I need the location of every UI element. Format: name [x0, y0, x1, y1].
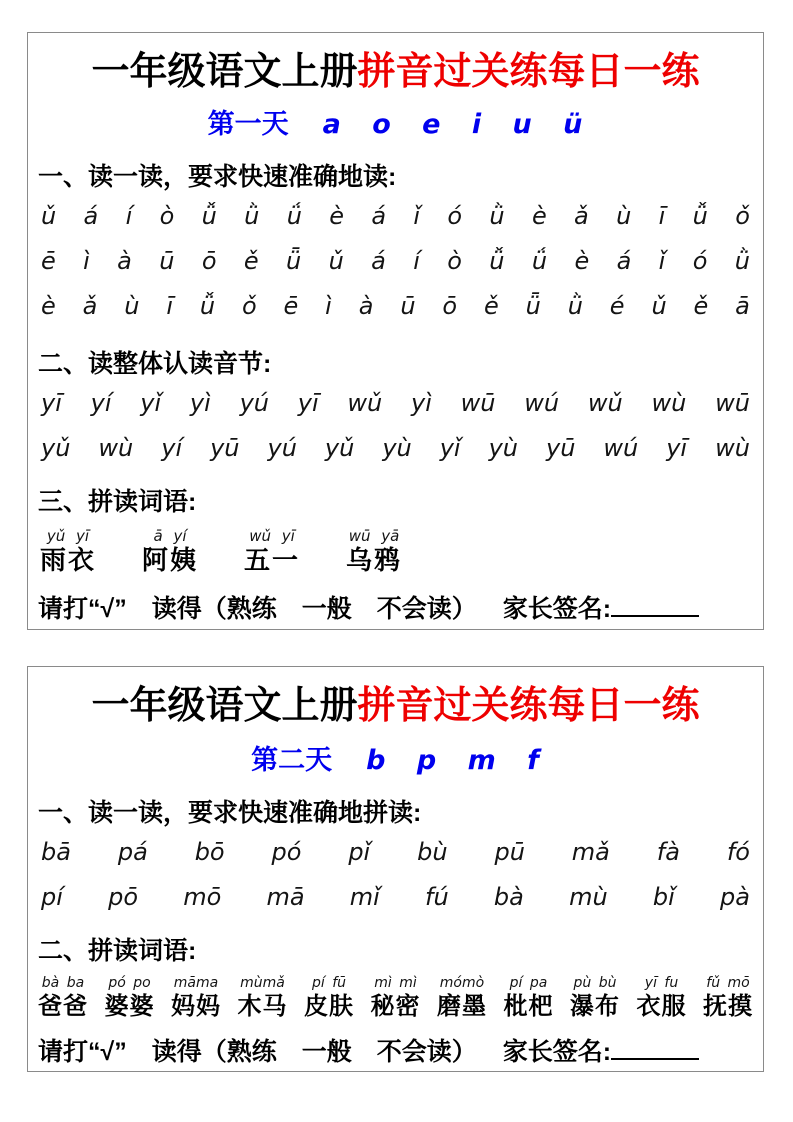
- pinyin-syllable: ǐ: [658, 247, 666, 275]
- pinyin-syllable: ě: [243, 247, 259, 275]
- word-hanzi: 枇杷: [503, 993, 554, 1020]
- pinyin-syllable: ó: [447, 202, 463, 230]
- word-pinyin: pó po: [108, 975, 151, 991]
- word-hanzi: 磨墨: [437, 993, 487, 1020]
- pinyin-row: [38, 284, 753, 329]
- pinyin-syllable: ě: [693, 292, 709, 320]
- pinyin-syllable: mā: [266, 883, 305, 911]
- pinyin-syllable: á: [83, 202, 99, 230]
- word-pinyin: mì mì: [374, 975, 417, 991]
- pinyin-syllable: è: [531, 202, 547, 230]
- pinyin-syllable: ǚ: [199, 292, 216, 320]
- word-pinyin: mómò: [439, 975, 485, 991]
- pinyin-syllable: mǐ: [349, 883, 380, 911]
- pinyin-syllable: bù: [417, 838, 448, 866]
- pinyin-syllable: yī: [666, 434, 688, 462]
- pinyin-syllable: ǚ: [201, 202, 217, 230]
- word-hanzi: 婆婆: [104, 993, 155, 1020]
- word-pinyin: wǔ yī: [249, 527, 295, 545]
- pinyin-syllable: ǒ: [241, 292, 257, 320]
- pinyin-syllable: ō: [201, 247, 217, 275]
- day-subtitle: [38, 743, 753, 778]
- pinyin-syllable: pǐ: [348, 838, 371, 866]
- word-pinyin: fǔ mō: [706, 975, 750, 991]
- pinyin-syllable: mō: [183, 883, 222, 911]
- pinyin-syllable: yì: [411, 389, 432, 417]
- word-item: [142, 527, 198, 575]
- pinyin-syllable: pō: [108, 883, 139, 911]
- pinyin-syllable: ǜ: [734, 247, 750, 275]
- words-row: [40, 527, 753, 575]
- pinyin-syllable: pū: [494, 838, 525, 866]
- pinyin-syllable: yū: [210, 434, 240, 462]
- pinyin-syllable: ǜ: [567, 292, 583, 320]
- pinyin-syllable: ǖ: [285, 247, 302, 275]
- footer: [38, 1034, 753, 1070]
- pinyin-syllable: mǎ: [571, 838, 610, 866]
- pinyin-syllable: ì: [83, 247, 90, 275]
- pinyin-syllable: è: [329, 202, 345, 230]
- section-heading-read: 一、读一读，要求快速准确地拼读:: [38, 799, 422, 827]
- worksheet-card-day2: [27, 666, 764, 1072]
- word-pinyin: yǔ yī: [46, 527, 90, 545]
- word-item: [105, 974, 155, 1022]
- pinyin-syllable: í: [125, 202, 133, 230]
- pinyin-syllable: é: [609, 292, 625, 320]
- word-item: [504, 974, 554, 1022]
- word-hanzi: 衣服: [636, 993, 687, 1020]
- signature-line: [611, 591, 699, 617]
- pinyin-syllable: ì: [325, 292, 332, 320]
- word-pinyin: yī fu: [644, 975, 679, 991]
- word-item: [40, 527, 96, 575]
- word-item: [703, 974, 753, 1022]
- day-letters: a o e i u ü: [322, 109, 584, 140]
- pinyin-syllable: ǔ: [41, 202, 57, 230]
- pinyin-syllable: ò: [159, 202, 175, 230]
- pinyin-row: [38, 830, 753, 875]
- title-course: 一年级语文上册: [91, 685, 358, 727]
- pinyin-syllable: wù: [98, 434, 134, 462]
- word-item: [437, 974, 487, 1022]
- pinyin-syllable: è: [41, 292, 56, 320]
- pinyin-syllable: pí: [41, 883, 63, 911]
- day-label: 第二天: [251, 745, 333, 775]
- footer-instruction: 请打“√” 读得（熟练 一般 不会读）: [38, 1038, 477, 1066]
- word-pinyin: mùmǎ: [240, 975, 285, 991]
- word-item: [570, 974, 620, 1022]
- pinyin-syllable: yǐ: [140, 389, 162, 417]
- pinyin-syllable: á: [616, 247, 632, 275]
- pinyin-syllable: bō: [194, 838, 225, 866]
- pinyin-syllable: wū: [715, 389, 750, 417]
- pinyin-syllable: ǔ: [328, 247, 344, 275]
- word-hanzi: 瀑布: [570, 993, 620, 1020]
- pinyin-syllable: ǜ: [489, 202, 505, 230]
- pinyin-syllable: yī: [41, 389, 62, 417]
- pinyin-syllable: pó: [271, 838, 302, 866]
- section-heading-read: 一、读一读，要求快速准确地读:: [38, 163, 397, 191]
- word-item: [346, 527, 402, 575]
- pinyin-syllable: ǒ: [735, 202, 750, 230]
- pinyin-syllable: ǜ: [244, 202, 260, 230]
- pinyin-syllable: yī: [297, 389, 319, 417]
- pinyin-syllable: ō: [442, 292, 458, 320]
- footer-instruction: 请打“√” 读得（熟练 一般 不会读）: [38, 595, 477, 623]
- word-item: [371, 974, 421, 1022]
- pinyin-syllable: á: [371, 202, 387, 230]
- word-pinyin: bà ba: [41, 975, 85, 991]
- word-hanzi: 五一: [244, 545, 301, 575]
- pinyin-syllable: ǎ: [82, 292, 98, 320]
- pinyin-syllable: pà: [719, 883, 750, 911]
- pinyin-syllable: wǔ: [347, 389, 383, 417]
- signature-label: 家长签名:: [502, 1038, 612, 1066]
- pinyin-syllable: yǐ: [439, 434, 461, 462]
- pinyin-syllable: fà: [656, 838, 680, 866]
- pinyin-syllable: ē: [283, 292, 299, 320]
- pinyin-syllable: ǖ: [525, 292, 541, 320]
- page-title: [38, 49, 753, 95]
- word-item: [171, 974, 221, 1022]
- pinyin-row: [38, 381, 753, 426]
- word-item: [637, 974, 687, 1022]
- pinyin-syllable: ù: [616, 202, 632, 230]
- word-pinyin: ā yí: [153, 527, 187, 545]
- pinyin-syllable: ǚ: [692, 202, 708, 230]
- pinyin-syllable: ù: [124, 292, 140, 320]
- footer: [38, 591, 753, 627]
- signature-label: 家长签名:: [502, 595, 612, 623]
- pinyin-syllable: ī: [166, 292, 173, 320]
- pinyin-syllable: fó: [726, 838, 750, 866]
- pinyin-syllable: ā: [735, 292, 750, 320]
- word-item: [244, 527, 300, 575]
- pinyin-syllable: ǔ: [651, 292, 667, 320]
- pinyin-syllable: yǔ: [41, 434, 71, 462]
- pinyin-syllable: ǎ: [574, 202, 589, 230]
- pinyin-syllable: bā: [41, 838, 71, 866]
- day-label: 第一天: [207, 109, 289, 139]
- pinyin-syllable: yì: [189, 389, 211, 417]
- signature-line: [611, 1034, 699, 1060]
- pinyin-syllable: wù: [651, 389, 687, 417]
- word-pinyin: pù bù: [573, 975, 617, 991]
- pinyin-syllable: wú: [524, 389, 560, 417]
- pinyin-syllable: ǘ: [531, 247, 548, 275]
- day-subtitle: [38, 107, 753, 142]
- pinyin-syllable: ǐ: [413, 202, 421, 230]
- word-pinyin: māma: [173, 975, 219, 991]
- word-hanzi: 皮肤: [304, 993, 354, 1020]
- section-heading-words: 二、拼读词语:: [38, 937, 197, 965]
- pinyin-syllable: ū: [159, 247, 175, 275]
- pinyin-syllable: á: [371, 247, 386, 275]
- word-hanzi: 木马: [237, 993, 288, 1020]
- pinyin-syllable: ī: [658, 202, 666, 230]
- pinyin-syllable: bà: [493, 883, 524, 911]
- pinyin-syllable: wǔ: [587, 389, 623, 417]
- section-heading-syllables: 二、读整体认读音节:: [38, 350, 272, 378]
- pinyin-syllable: ě: [483, 292, 499, 320]
- pinyin-syllable: yū: [545, 434, 576, 462]
- word-item: [304, 974, 354, 1022]
- word-pinyin: pí pa: [509, 975, 548, 991]
- pinyin-row: [38, 426, 753, 471]
- pinyin-syllable: è: [574, 247, 590, 275]
- pinyin-syllable: wú: [603, 434, 639, 462]
- pinyin-syllable: ó: [692, 247, 708, 275]
- word-hanzi: 阿姨: [142, 545, 199, 575]
- pinyin-syllable: yú: [239, 389, 269, 417]
- word-item: [238, 974, 288, 1022]
- pinyin-syllable: yí: [90, 389, 112, 417]
- words-row: [38, 974, 753, 1022]
- word-pinyin: pí fū: [311, 975, 347, 991]
- pinyin-syllable: yí: [161, 434, 183, 462]
- word-hanzi: 乌鸦: [346, 545, 403, 575]
- pinyin-syllable: yú: [267, 434, 297, 462]
- pinyin-syllable: yǔ: [324, 434, 355, 462]
- section-heading-words: 三、拼读词语:: [38, 488, 197, 516]
- pinyin-syllable: à: [117, 247, 132, 275]
- pinyin-syllable: yù: [488, 434, 518, 462]
- title-course: 一年级语文上册: [91, 51, 358, 93]
- pinyin-row: [38, 194, 753, 239]
- pinyin-syllable: í: [413, 247, 420, 275]
- day-letters: b p m f: [366, 745, 540, 776]
- word-hanzi: 雨衣: [40, 545, 97, 575]
- pinyin-syllable: bǐ: [652, 883, 675, 911]
- pinyin-syllable: ò: [447, 247, 462, 275]
- word-item: [38, 974, 88, 1022]
- pinyin-syllable: fú: [425, 883, 449, 911]
- pinyin-syllable: wū: [460, 389, 496, 417]
- pinyin-syllable: ǚ: [489, 247, 505, 275]
- word-pinyin: wū yā: [348, 527, 400, 545]
- title-topic: 拼音过关练每日一练: [357, 51, 700, 93]
- pinyin-syllable: à: [358, 292, 374, 320]
- pinyin-syllable: yù: [382, 434, 412, 462]
- word-hanzi: 秘密: [370, 993, 421, 1020]
- word-hanzi: 抚摸: [703, 993, 753, 1020]
- word-hanzi: 爸爸: [38, 993, 88, 1020]
- page-title: [38, 683, 753, 729]
- pinyin-syllable: wù: [715, 434, 750, 462]
- pinyin-syllable: mù: [569, 883, 608, 911]
- pinyin-syllable: ǘ: [286, 202, 302, 230]
- pinyin-syllable: ē: [41, 247, 56, 275]
- pinyin-syllable: ū: [400, 292, 416, 320]
- pinyin-row: [38, 875, 753, 920]
- title-topic: 拼音过关练每日一练: [357, 685, 700, 727]
- pinyin-row: [38, 239, 753, 284]
- word-hanzi: 妈妈: [171, 993, 221, 1020]
- pinyin-syllable: pá: [117, 838, 148, 866]
- worksheet-card-day1: [27, 32, 764, 630]
